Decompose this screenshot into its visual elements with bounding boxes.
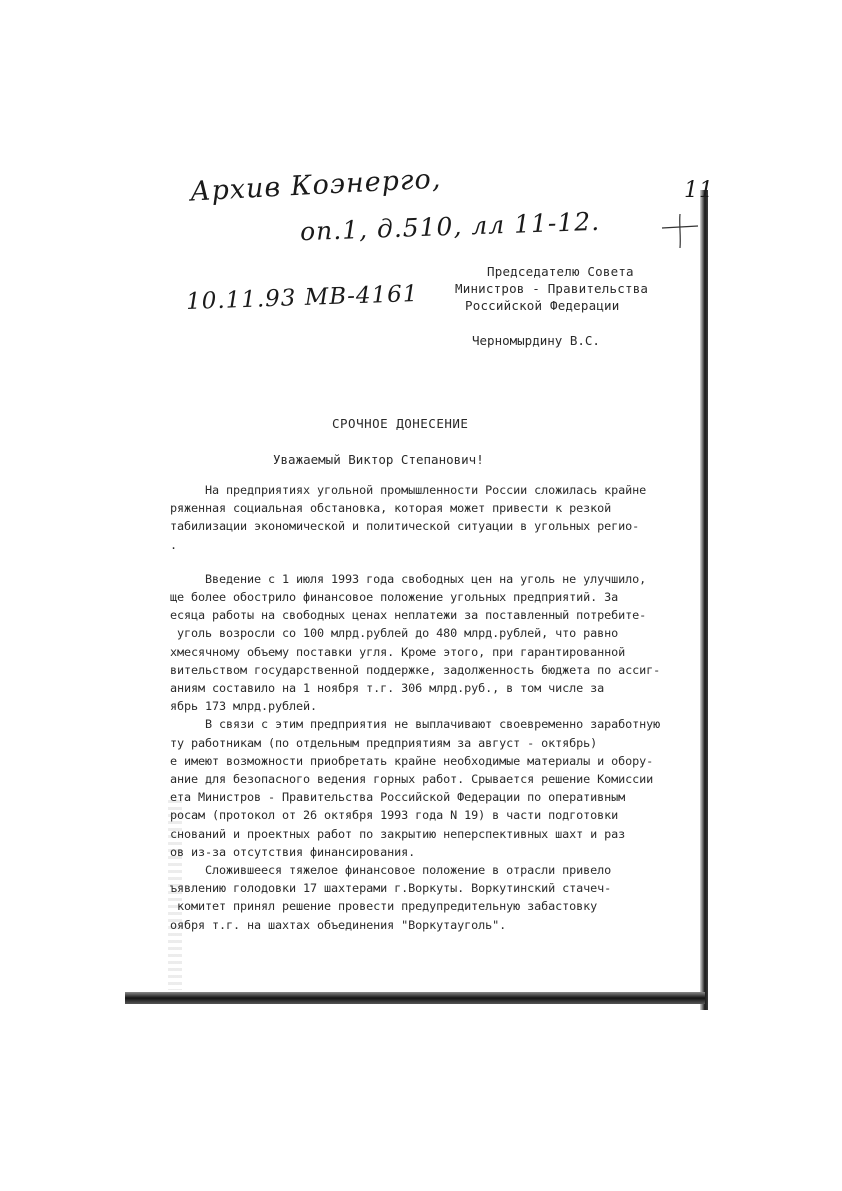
body-line: ета Министров - Правительства Российской Федерации по оперативным: [170, 790, 626, 805]
document-body: [170, 481, 690, 934]
addressee-line: Российской Федерации: [465, 298, 620, 313]
body-line: е имеют возможности приобретать крайне необходимые материалы и обору-: [170, 753, 654, 768]
paragraph-gap: [170, 554, 690, 570]
document-title: СРОЧНОЕ ДОНЕСЕНИЕ: [332, 416, 469, 431]
body-line: ов из-за отсутствия финансирования.: [170, 844, 416, 859]
body-line: ще более обострило финансовое положение угольных предприятий. За: [170, 590, 619, 605]
body-line: снований и проектных работ по закрытию неперспективных шахт и раз: [170, 826, 626, 841]
addressee-name: Черномырдину В.С.: [472, 333, 600, 348]
body-line: В связи с этим предприятия не выплачивают своевременно заработную: [170, 717, 661, 732]
body-line: хмесячному объему поставки угля. Кроме этого, при гарантированной: [170, 644, 626, 659]
handwritten-archive-line2: оп.1, д.510, лл 11-12.: [299, 206, 601, 247]
addressee-line: Председателю Совета: [487, 264, 634, 279]
scan-page-edge-right: [700, 190, 708, 1010]
body-line: На предприятиях угольной промышленности России сложилась крайне: [170, 483, 647, 497]
addressee-line: Министров - Правительства: [455, 281, 649, 296]
scan-page-edge-bottom: [125, 992, 705, 1004]
body-line: ряженная социальная обстановка, которая может привести к резкой: [170, 501, 612, 516]
addressee-block: [455, 263, 648, 314]
handwritten-page-number: 11: [684, 178, 714, 203]
body-line: ъявлению голодовки 17 шахтерами г.Воркуты. Воркутинский стачеч-: [170, 881, 612, 896]
body-line: уголь возросли со 100 млрд.рублей до 480 млрд.рублей, что равно: [170, 626, 619, 641]
handwritten-registration-number: 10.11.93 МВ-4161: [185, 280, 419, 316]
body-line: есяца работы на свободных ценах неплатежи за поставленный потребите-: [170, 608, 647, 623]
body-line: аниям составило на 1 ноября т.г. 306 млрд.руб., в том числе за: [170, 681, 605, 696]
pen-cross-mark: [660, 210, 700, 250]
handwritten-archive-line1: Архив Коэнерго,: [189, 163, 443, 208]
body-line: Введение с 1 июля 1993 года свободных цен на уголь не улучшило,: [170, 571, 647, 586]
body-line: комитет принял решение провести предупредительную забастовку: [170, 899, 598, 914]
body-line: вительством государственной поддержке, задолженность бюджета по ассиг-: [170, 662, 661, 677]
body-line: ту работникам (по отдельным предприятиям за август - октябрь): [170, 735, 598, 750]
body-line: ание для безопасного ведения горных работ. Срывается решение Комиссии: [170, 772, 654, 787]
salutation: Уважаемый Виктор Степанович!: [273, 452, 484, 467]
body-line: оября т.г. на шахтах объединения "Воркутауголь".: [170, 917, 507, 932]
body-line: ябрь 173 млрд.рублей.: [170, 699, 318, 714]
body-line: росам (протокол от 26 октября 1993 года N 19) в части подготовки: [170, 808, 619, 823]
body-line: .: [170, 537, 178, 552]
body-line: табилизации экономической и политической ситуации в угольных регио-: [170, 519, 640, 534]
body-line: Сложившееся тяжелое финансовое положение в отрасли привело: [170, 863, 612, 878]
